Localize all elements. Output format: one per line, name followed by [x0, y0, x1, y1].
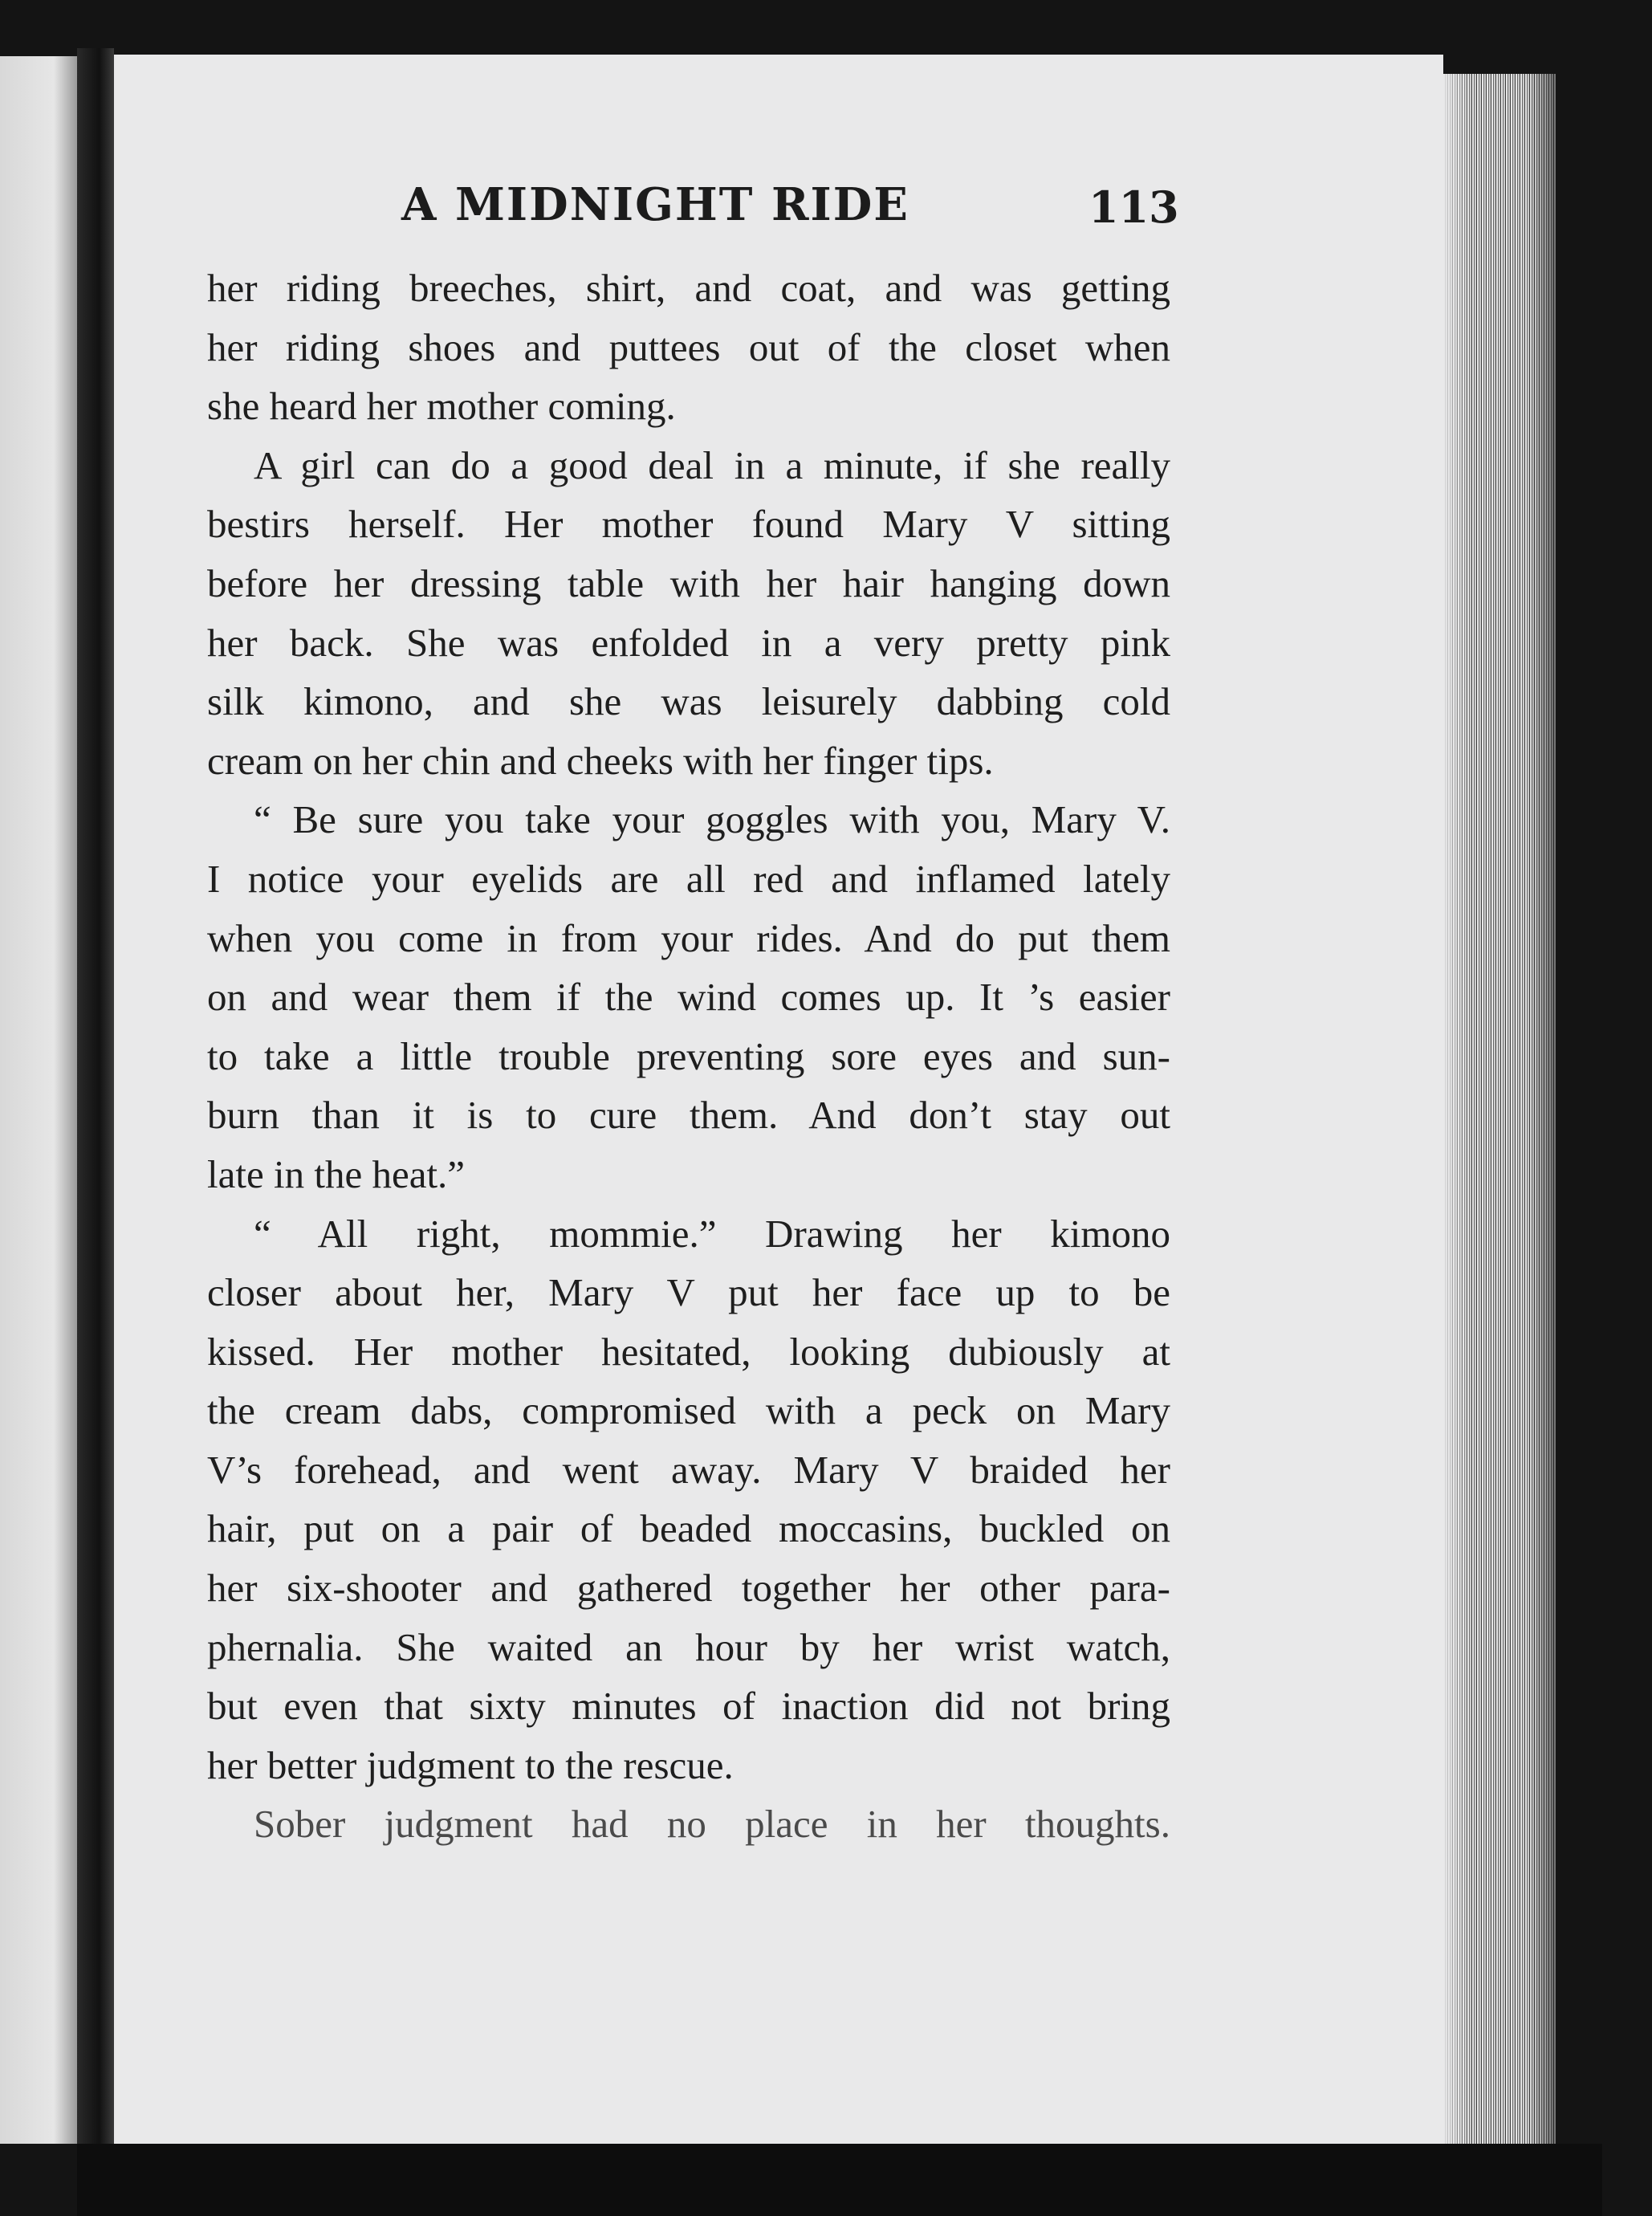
- page-number: 113: [1088, 181, 1179, 233]
- text-line: but even that sixty minutes of inaction did not bring: [207, 1684, 1170, 1729]
- text-line: I notice your eyelids are all red and inflamed lately: [207, 856, 1170, 901]
- facing-page-edge: [0, 56, 77, 2144]
- text-line: cream on her chin and cheeks with her finger tips.: [207, 738, 994, 783]
- text-line: “ Be sure you take your goggles with you, Mary V.: [254, 797, 1170, 842]
- text-line: her better judgment to the rescue.: [207, 1742, 734, 1787]
- text-line: her six-shooter and gathered together her other para-: [207, 1566, 1170, 1611]
- page-block-shade: [1443, 74, 1556, 2153]
- text-line: the cream dabs, compromised with a peck on Mary: [207, 1388, 1170, 1433]
- text-line: phernalia. She waited an hour by her wrist watch,: [207, 1624, 1170, 1669]
- text-line: on and wear them if the wind comes up. It ’s easier: [207, 975, 1170, 1020]
- text-line: kissed. Her mother hesitated, looking dubiously at: [207, 1329, 1170, 1374]
- text-line: A girl can do a good deal in a minute, if she really: [254, 442, 1170, 487]
- bottom-shadow: [77, 2144, 1602, 2216]
- text-line: her riding breeches, shirt, and coat, and was getting: [207, 266, 1170, 310]
- running-head: A MIDNIGHT RIDE: [401, 178, 909, 231]
- text-line: hair, put on a pair of beaded moccasins, buckled on: [207, 1506, 1170, 1551]
- text-line: V’s forehead, and went away. Mary V braided her: [207, 1447, 1170, 1492]
- text-line: “ All right, mommie.” Drawing her kimono: [254, 1211, 1170, 1256]
- text-line: late in the heat.”: [207, 1151, 466, 1196]
- text-line: before her dressing table with her hair hanging down: [207, 560, 1170, 605]
- text-line: bestirs herself. Her mother found Mary V sitting: [207, 502, 1170, 547]
- body-text: [207, 259, 1170, 1854]
- text-line: closer about her, Mary V put her face up to be: [207, 1270, 1170, 1315]
- text-line: Sober judgment had no place in her thoughts.: [254, 1802, 1170, 1847]
- text-line: she heard her mother coming.: [207, 384, 676, 429]
- text-line: when you come in from your rides. And do put them: [207, 915, 1170, 960]
- text-line: her back. She was enfolded in a very pretty pink: [207, 620, 1170, 665]
- book-gutter: [77, 48, 114, 2152]
- text-line: silk kimono, and she was leisurely dabbing cold: [207, 679, 1170, 724]
- text-line: to take a little trouble preventing sore eyes and sun-: [207, 1033, 1170, 1078]
- text-line: burn than it is to cure them. And don’t stay out: [207, 1093, 1170, 1138]
- text-line: her riding shoes and puttees out of the closet when: [207, 324, 1170, 369]
